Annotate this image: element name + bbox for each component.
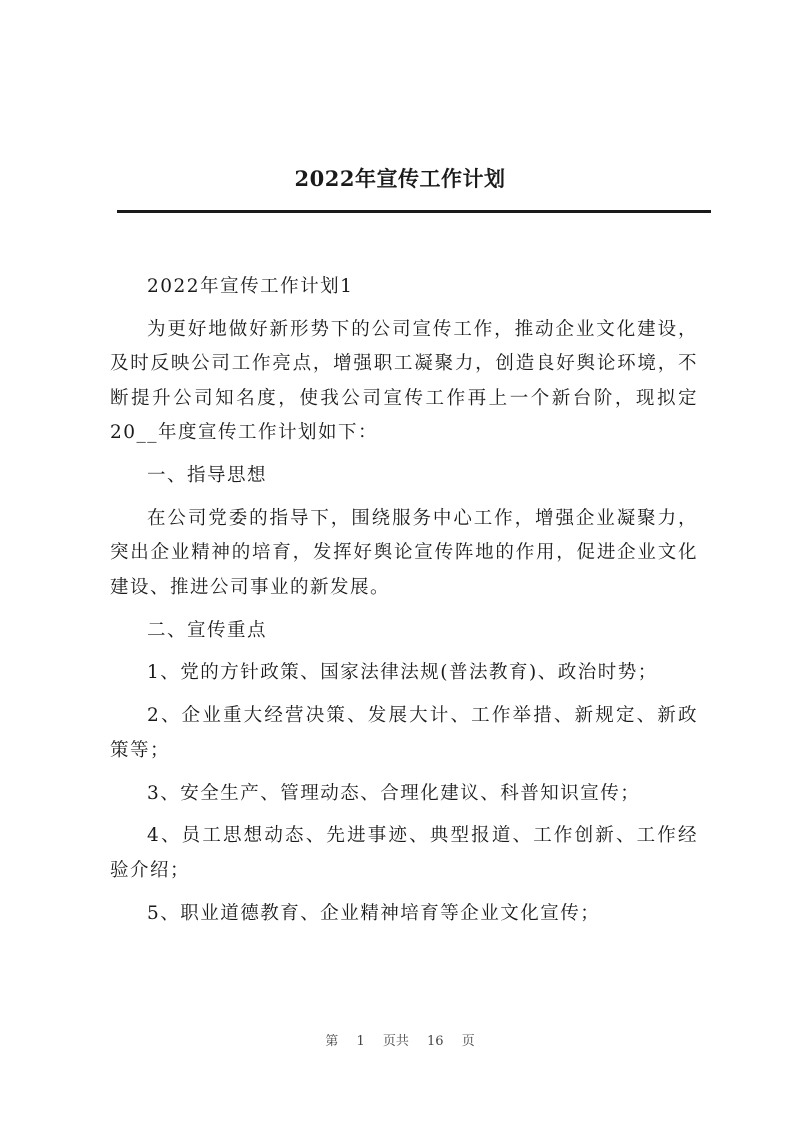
page-label-mid: 页共 [382,1034,409,1049]
guiding-thought-paragraph: 在公司党委的指导下，围绕服务中心工作，增强企业凝聚力，突出企业精神的培育，发挥好舆论宣传阵地的作用，促进企业文化建设、推进公司事业的新发展。 [110,507,698,598]
list-item: 4、员工思想动态、先进事迹、典型报道、工作创新、工作经验介绍； [110,825,698,881]
page-label-suffix: 页 [461,1034,475,1049]
page-footer [0,1030,800,1049]
section-heading-guiding-thought: 一、指导思想 [147,465,268,487]
title-underline [117,210,711,213]
intro-paragraph: 为更好地做好新形势下的公司宣传工作，推动企业文化建设，及时反映公司工作亮点，增强职工凝聚力，创造良好舆论环境，不断提升公司知名度，使我公司宣传工作再上一个新台阶，现拟定20__年度宣传工作计划如下： [110,318,698,444]
page-label-prefix: 第 [325,1034,339,1049]
document-title: 2022年宣传工作计划 [294,166,506,191]
total-pages-number: 16 [427,1034,444,1049]
current-page-number: 1 [356,1034,365,1049]
list-item: 5、职业道德教育、企业精神培育等企业文化宣传； [147,902,601,924]
list-item: 2、企业重大经营决策、发展大计、工作举措、新规定、新政策等； [110,705,698,761]
list-item: 1、党的方针政策、国家法律法规(普法教育)、政治时势； [147,662,658,684]
section-heading-publicity-focus: 二、宣传重点 [147,619,268,641]
document-body [110,270,698,939]
section-heading: 2022年宣传工作计划1 [147,276,354,297]
list-item: 3、安全生产、管理动态、合理化建议、科普知识宣传； [147,782,641,804]
